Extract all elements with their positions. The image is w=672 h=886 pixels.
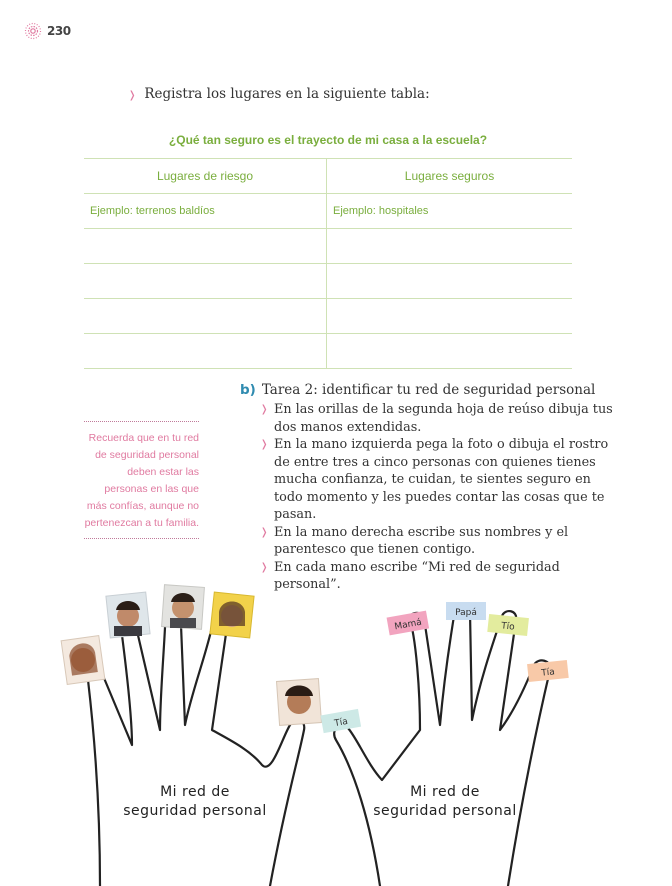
table-cell[interactable] [84,229,327,264]
svg-text:Tío: Tío [500,621,516,633]
bullet-icon: ❭ [260,404,269,415]
name-tag-mama [387,611,430,636]
right-hand-label-line1: Mi red de [410,784,480,800]
bullet-icon: ❭ [128,90,137,101]
table-cell[interactable]: Ejemplo: terrenos baldíos [84,194,327,229]
task-title: Tarea 2: identificar tu red de seguridad personal [261,382,596,398]
table-cell[interactable] [84,299,327,334]
task-section [240,382,620,594]
name-tag-tia-2 [527,660,569,682]
table-row [84,334,572,369]
task-list [260,401,620,594]
places-table [84,158,572,369]
left-hand-outline [88,594,304,886]
name-tag-papa [446,602,486,620]
svg-text:Papá: Papá [455,608,477,618]
page-number [24,22,71,40]
list-item: ❭ En cada mano escribe “Mi red de seguridad personal”. [260,559,560,592]
hands-illustration [0,570,672,886]
svg-text:Mamá: Mamá [393,617,423,633]
name-tag-tia-1 [321,709,362,733]
task-heading [240,382,620,399]
svg-text:Tía: Tía [333,716,349,730]
photo-face-3 [162,585,205,630]
left-hand-label-line1: Mi red de [160,784,230,800]
table-cell[interactable] [327,334,573,369]
photo-face-1 [61,636,105,685]
sun-icon [24,22,42,40]
table-cell[interactable] [327,264,573,299]
table-cell[interactable] [327,229,573,264]
photo-face-4 [210,592,254,638]
table-cell[interactable] [327,299,573,334]
photo-face-2 [106,592,150,638]
photo-face-5 [277,679,322,726]
right-hand-label-line2: seguridad personal [373,803,517,819]
left-hand-label-line2: seguridad personal [123,803,267,819]
list-item: ❭ En las orillas de la segunda hoja de reúso dibuja tus dos manos extendidas. [260,402,613,435]
table-row [84,299,572,334]
table-row [84,194,572,229]
table-row [84,264,572,299]
bullet-icon: ❭ [260,561,269,573]
bullet-icon: ❭ [260,526,269,538]
list-item: ❭ En la mano derecha escribe sus nombres y el parentesco que tienen contigo. [260,524,569,557]
svg-text:Tía: Tía [540,667,556,679]
table-cell[interactable] [84,334,327,369]
header-risk: Lugares de riesgo [84,159,327,194]
table-cell[interactable]: Ejemplo: hospitales [327,194,573,229]
intro-instruction [128,86,430,102]
table-title: ¿Qué tan seguro es el trayecto de mi casa a la escuela? [168,133,488,147]
list-item: ❭ En la mano izquierda pega la foto o dibuja el rostro de entre tres a cinco personas con quienes tienes mucha confianza, te cuidan, te sientes seguro en todo momento y les puedes contar las cosas que te pasan. [260,437,609,522]
right-hand-outline [334,604,550,886]
name-tag-tio [487,614,529,636]
page-number-text: 230 [47,24,71,38]
table-cell[interactable] [84,264,327,299]
side-note: Recuerda que en tu red de seguridad personal deben estar las personas en las que más confías, aunque no pertenezcan a tu familia. [84,421,199,539]
table-row [84,229,572,264]
task-letter: b) [240,382,256,398]
intro-text: Registra los lugares en la siguiente tabla: [144,86,430,102]
header-safe: Lugares seguros [327,159,573,194]
bullet-icon: ❭ [260,439,269,450]
table-header-row [84,159,572,194]
